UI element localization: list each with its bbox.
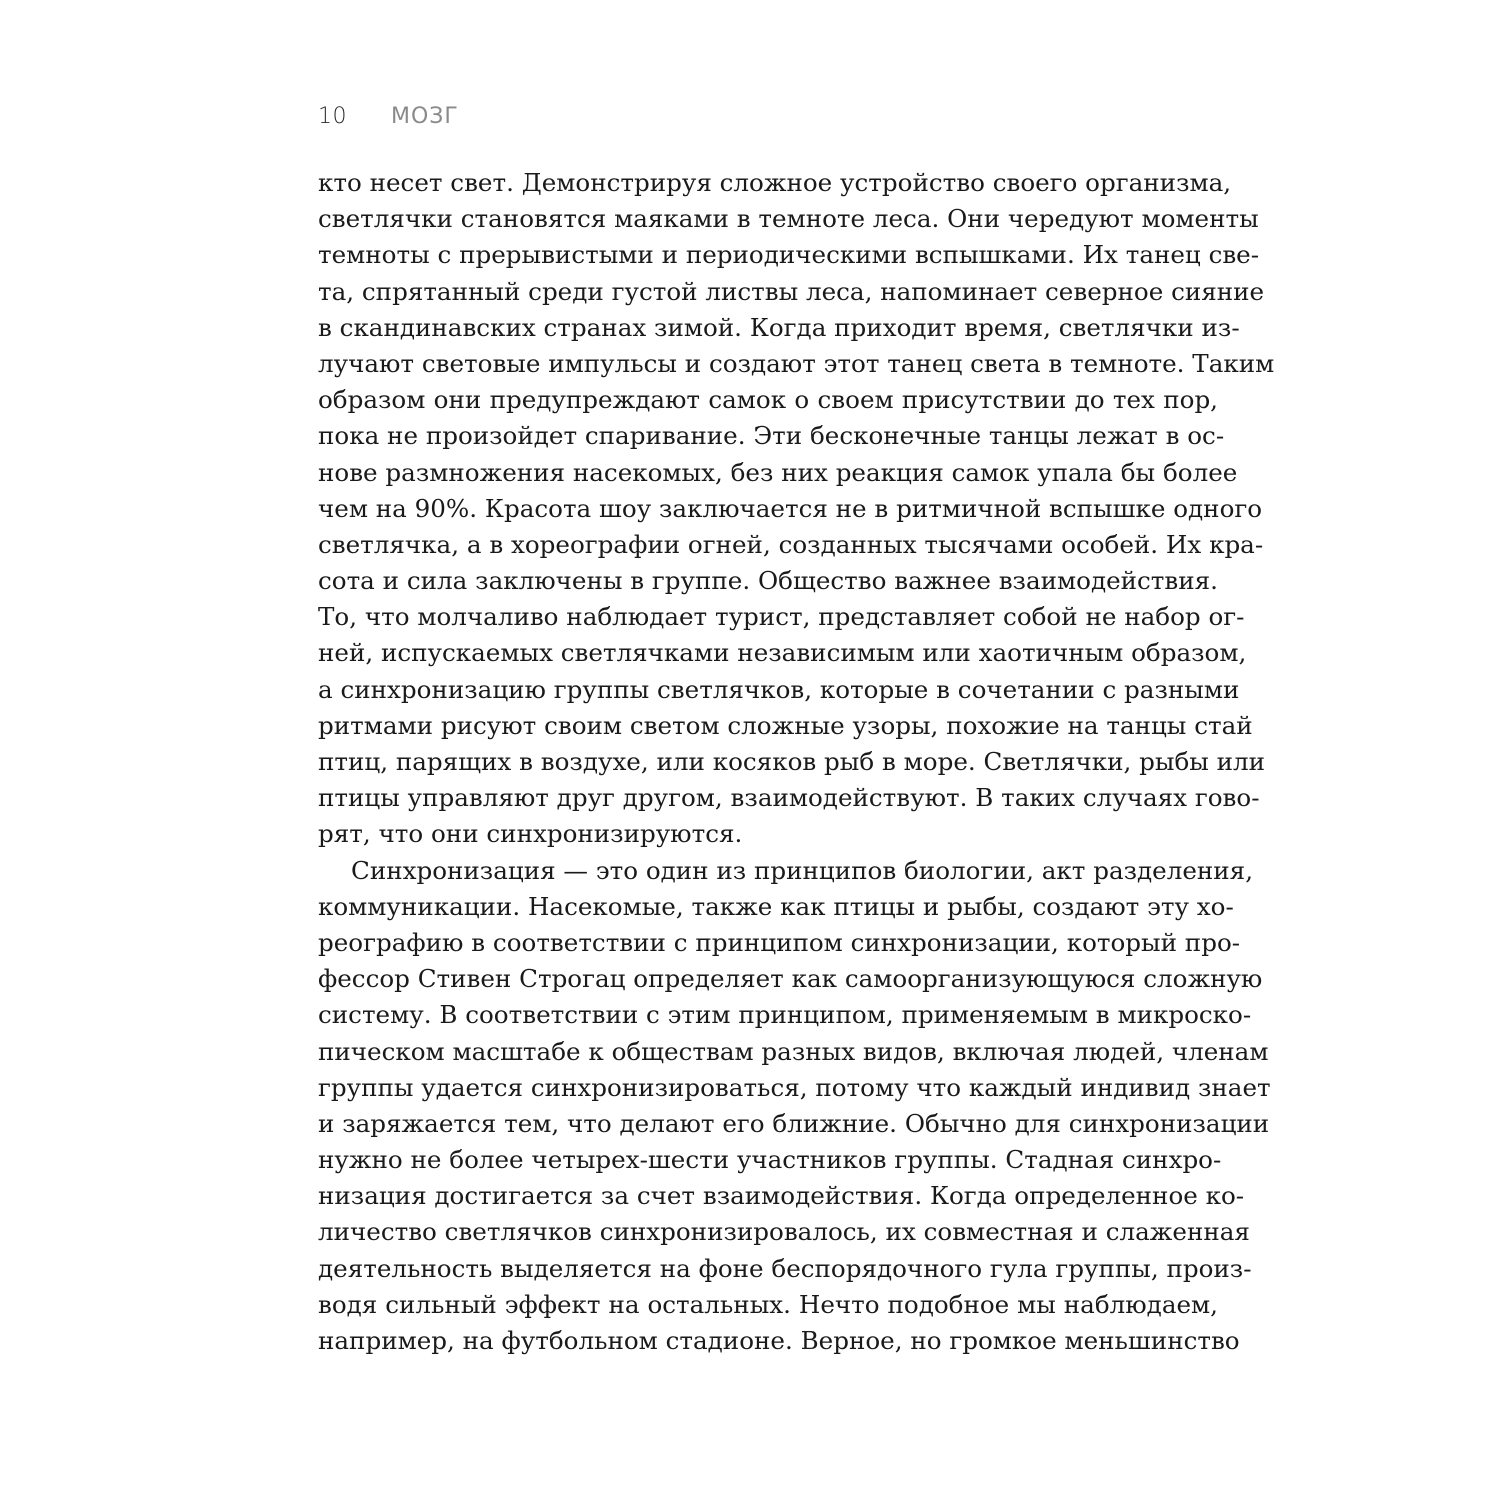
text-line: нужно не более четырех-шести участников группы. Стадная синхро- <box>318 1145 1222 1175</box>
running-title: МОЗГ <box>391 104 459 129</box>
text-line: птицы управляют друг другом, взаимодействуют. В таких случаях гово- <box>318 783 1260 813</box>
text-line: водя сильный эффект на остальных. Нечто подобное мы наблюдаем, <box>318 1289 1218 1319</box>
text-line: ритмами рисуют своим светом сложные узоры, похожие на танцы стай <box>318 710 1253 740</box>
paragraph-first-line: Синхронизация — это один из принципов биологии, акт разделения, <box>351 855 1254 885</box>
running-head <box>318 104 459 138</box>
text-line: птиц, парящих в воздухе, или косяков рыб в море. Светлячки, рыбы или <box>318 747 1266 776</box>
text-line: фессор Стивен Строгац определяет как самоорганизующуюся сложную <box>318 964 1263 994</box>
text-line: пическом масштабе к обществам разных видов, включая людей, членам <box>318 1036 1269 1066</box>
text-line: светлячка, а в хореографии огней, созданных тысячами особей. Их кра- <box>318 529 1264 559</box>
text-line: группы удается синхронизироваться, потому что каждый индивид знает <box>318 1072 1271 1102</box>
text-line: реографию в соответствии с принципом синхронизации, который про- <box>318 927 1241 957</box>
text-line: систему. В соответствии с этим принципом, применяемым в микроско- <box>318 1000 1252 1030</box>
text-line: сота и сила заключены в группе. Общество важнее взаимодействия. <box>318 566 1218 596</box>
text-line: низация достигается за счет взаимодействия. Когда определенное ко- <box>318 1181 1245 1211</box>
text-line: и заряжается тем, что делают его ближние. Обычно для синхронизации <box>318 1108 1270 1138</box>
body-text <box>318 165 1275 1359</box>
text-line: темноты с прерывистыми и периодическими вспышками. Их танец све- <box>318 240 1260 270</box>
text-line: образом они предупреждают самок о своем присутствии до тех пор, <box>318 385 1218 415</box>
text-line: та, спрятанный среди густой листвы леса, напоминает северное сияние <box>318 276 1265 306</box>
text-line: например, на футбольном стадионе. Верное, но громкое меньшинство <box>318 1326 1240 1355</box>
text-line: в скандинавских странах зимой. Когда приходит время, светлячки из- <box>318 312 1240 342</box>
text-line: чем на 90%. Красота шоу заключается не в ритмичной вспышке одного <box>318 493 1263 523</box>
text-line: лучают световые импульсы и создают этот танец света в темноте. Таким <box>318 348 1275 378</box>
text-line: То, что молчаливо наблюдает турист, представляет собой не набор ог- <box>318 602 1245 632</box>
text-line: а синхронизацию группы светлячков, которые в сочетании с разными <box>318 674 1240 704</box>
text-line: пока не произойдет спаривание. Эти бесконечные танцы лежат в ос- <box>318 421 1225 451</box>
text-line: коммуникации. Насекомые, также как птицы и рыбы, создают эту хо- <box>318 891 1234 921</box>
text-line: кто несет свет. Демонстрируя сложное устройство своего организма, <box>318 168 1232 197</box>
text-line: светлячки становятся маяками в темноте леса. Они чередуют моменты <box>318 204 1259 234</box>
text-line: ней, испускаемых светлячками независимым или хаотичным образом, <box>318 638 1247 668</box>
page-number: 10 <box>318 104 347 129</box>
paragraph-end-line: рят, что они синхронизируются. <box>318 819 743 849</box>
text-line: личество светлячков синхронизировалось, их совместная и слаженная <box>318 1217 1250 1247</box>
text-line: деятельность выделяется на фоне беспорядочного гула группы, произ- <box>318 1253 1252 1283</box>
text-line: нове размножения насекомых, без них реакция самок упала бы более <box>318 457 1238 487</box>
